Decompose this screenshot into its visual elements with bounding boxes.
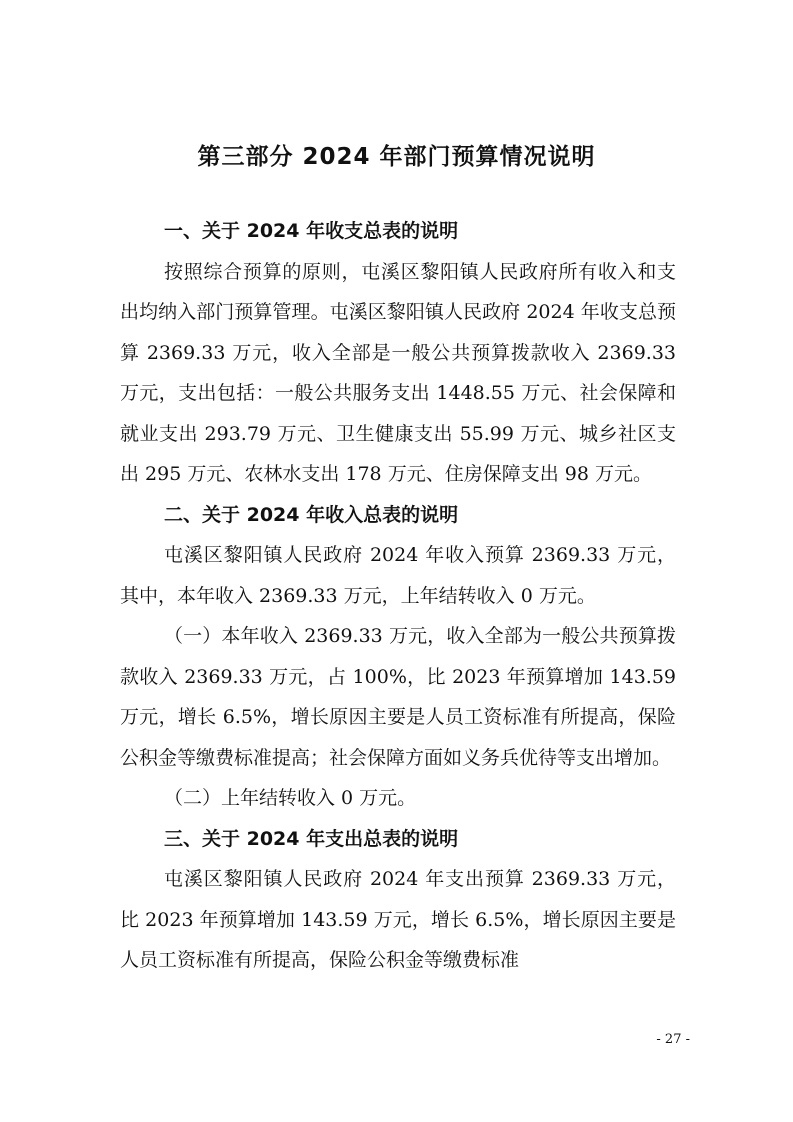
section-heading-2: 二、关于 2024 年收入总表的说明 [164, 503, 459, 526]
section-2-paragraph-2: （一）本年收入 2369.33 万元，收入全部为一般公共预算拨款收入 2369.33 万元，占 100%，比 2023 年预算增加 143.59 万元，增长 6.5%，增长原因主要是人员工资标准有所提高，保险公积金等缴费标准提高；社会保障方面如义务兵优待等支出增加。 [120, 625, 676, 769]
section-heading-1: 一、关于 2024 年收支总表的说明 [164, 220, 459, 242]
section-heading-3: 三、关于 2024 年支出总表的说明 [164, 827, 459, 850]
section-3-paragraph-1: 屯溪区黎阳镇人民政府 2024 年支出预算 2369.33 万元，比 2023 年预算增加 143.59 万元，增长 6.5%，增长原因主要是人员工资标准有所提高，保险公积金等缴费标准 [120, 868, 676, 971]
document-body [120, 211, 676, 981]
section-1-paragraph-1: 按照综合预算的原则，屯溪区黎阳镇人民政府所有收入和支出均纳入部门预算管理。屯溪区黎阳镇人民政府 2024 年收支总预算 2369.33 万元，收入全部是一般公共预算拨款收入 2369.33 万元，支出包括：一般公共服务支出 1448.55 万元、社会保障和就业支出 293.79 万元、卫生健康支出 55.99 万元、城乡社区支出 295 万元、农林水支出 178 万元、住房保障支出 98 万元。 [120, 260, 676, 485]
page-number: - 27 - [656, 1032, 690, 1047]
page-title: 第三部分 2024 年部门预算情况说明 [197, 144, 596, 170]
section-2-paragraph-1: 屯溪区黎阳镇人民政府 2024 年收入预算 2369.33 万元，其中，本年收入 2369.33 万元，上年结转收入 0 万元。 [120, 544, 676, 607]
section-2-paragraph-3: （二）上年结转收入 0 万元。 [164, 787, 417, 809]
